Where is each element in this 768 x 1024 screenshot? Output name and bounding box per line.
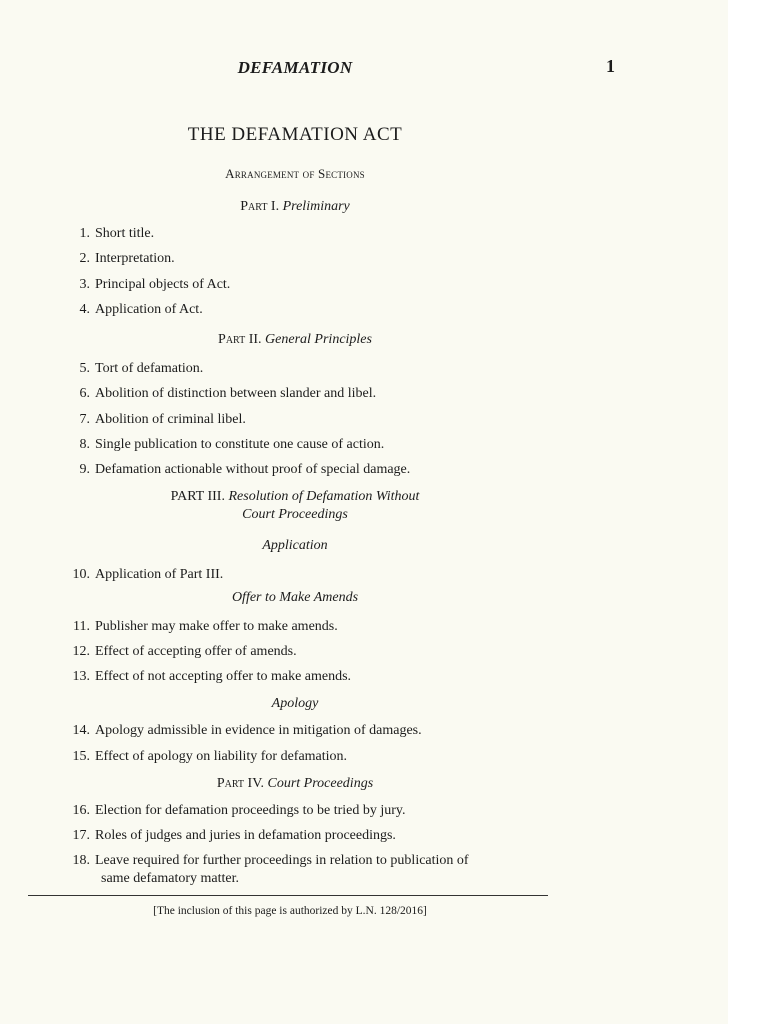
section-number: 9. [79, 462, 90, 477]
section-text: Election for defamation proceedings to be tried by jury. [95, 803, 406, 818]
section-number: 18. [72, 853, 90, 868]
part-heading-3-continued [0, 507, 590, 523]
section-text: Application of Act. [95, 302, 203, 317]
section-text: Publisher may make offer to make amends. [95, 619, 338, 634]
section-item [60, 225, 560, 243]
part-title: Court Proceedings [242, 507, 348, 522]
page-number: 1 [606, 56, 615, 76]
section-text: Principal objects of Act. [95, 277, 231, 292]
section-item [60, 566, 560, 584]
section-item [60, 360, 560, 378]
section-number: 14. [72, 723, 90, 738]
part-heading-2 [0, 332, 590, 348]
section-number: 15. [72, 749, 90, 764]
section-number: 3. [79, 277, 90, 292]
section-text: Application of Part III. [95, 567, 224, 582]
part-label: Part I. [240, 199, 280, 214]
section-item [60, 301, 560, 319]
part-label: Part II. [218, 332, 262, 347]
section-text: Effect of apology on liability for defamation. [95, 749, 348, 764]
part-title: Court Proceedings [267, 776, 374, 791]
section-number: 5. [79, 361, 90, 376]
section-number: 11. [73, 619, 90, 634]
section-number: 17. [72, 828, 90, 843]
section-number: 16. [72, 803, 90, 818]
part-heading-3 [0, 489, 590, 505]
section-number: 8. [79, 437, 90, 452]
section-text-continued: same defamatory matter. [101, 871, 239, 886]
section-number: 10. [72, 567, 90, 582]
section-text: Defamation actionable without proof of special damage. [95, 462, 411, 477]
running-head: DEFAMATION [237, 58, 353, 77]
subheading-application: Application [262, 538, 328, 553]
section-number: 12. [72, 644, 90, 659]
subheading-apology: Apology [271, 696, 319, 711]
section-text: Effect of not accepting offer to make amends. [95, 669, 352, 684]
section-text: Short title. [95, 226, 155, 241]
section-item [60, 385, 560, 403]
section-number: 7. [79, 412, 90, 427]
section-text: Roles of judges and juries in defamation proceedings. [95, 828, 396, 843]
part-title: Preliminary [282, 199, 350, 214]
scan-margin [728, 0, 768, 1024]
section-item [60, 668, 560, 686]
part-label: Part IV. [216, 776, 264, 791]
section-text: Abolition of distinction between slander and libel. [95, 386, 377, 401]
section-item [60, 748, 560, 766]
part-heading-1 [0, 199, 590, 215]
section-item [60, 411, 560, 429]
section-item [60, 722, 560, 740]
section-item [60, 250, 560, 268]
section-number: 2. [79, 251, 90, 266]
section-text: Interpretation. [95, 251, 175, 266]
section-item [60, 852, 560, 888]
part-label: PART III. [170, 489, 225, 504]
section-text: Abolition of criminal libel. [95, 412, 246, 427]
act-title: THE DEFAMATION ACT [187, 124, 403, 145]
section-item [60, 436, 560, 454]
section-item [60, 276, 560, 294]
section-number: 4. [79, 302, 90, 317]
section-item [60, 802, 560, 820]
section-text: Tort of defamation. [95, 361, 204, 376]
subheading-offer: Offer to Make Amends [231, 590, 359, 605]
part-heading-4 [0, 776, 590, 792]
part-title: Resolution of Defamation Without [228, 489, 420, 504]
section-text: Apology admissible in evidence in mitigation of damages. [95, 723, 422, 738]
arrangement-heading: Arrangement of Sections [225, 166, 365, 181]
section-text: Leave required for further proceedings in relation to publication of [95, 853, 469, 868]
footer-note: [The inclusion of this page is authorized by L.N. 128/2016] [153, 905, 427, 917]
section-number: 6. [79, 386, 90, 401]
section-text: Effect of accepting offer of amends. [95, 644, 297, 659]
footer-rule [28, 895, 548, 896]
section-number: 13. [72, 669, 90, 684]
section-item [60, 827, 560, 845]
section-text: Single publication to constitute one cause of action. [95, 437, 385, 452]
section-item [60, 618, 560, 636]
part-title: General Principles [265, 332, 372, 347]
section-item [60, 643, 560, 661]
section-item [60, 461, 560, 479]
section-number: 1. [79, 226, 90, 241]
